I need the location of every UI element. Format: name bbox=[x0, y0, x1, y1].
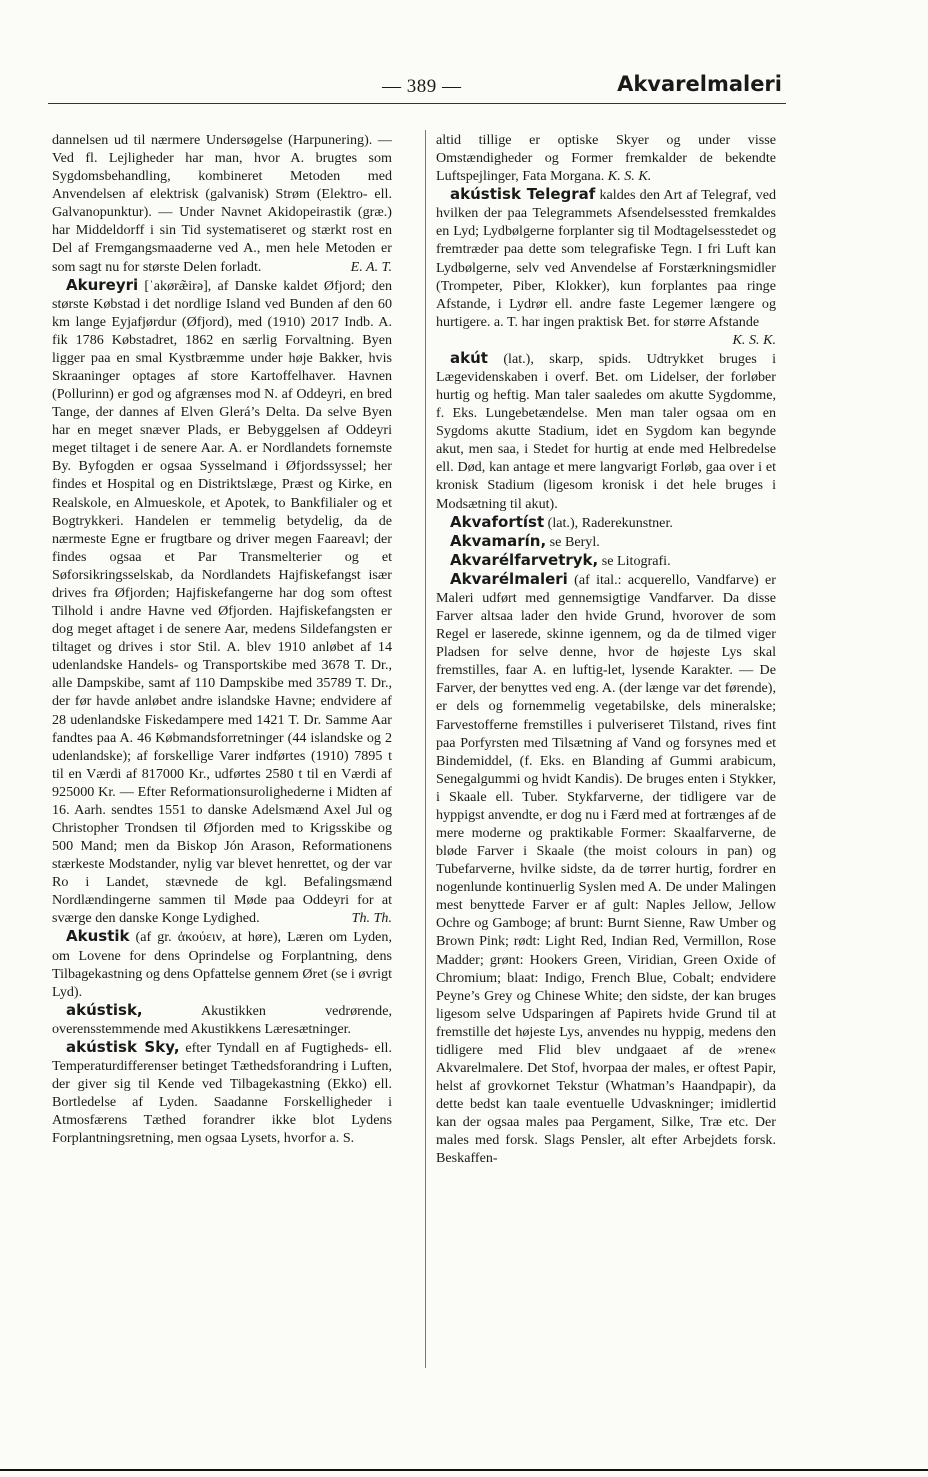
entry-text: Akustikken vedrørende, overensstemmende med Akustikkens Læresætninger. bbox=[52, 1002, 392, 1037]
entry-text: [ˈakøræ̃irə], af Danske kaldet Øfjord; den største Købstad i det nordlige Island ved Bunden af den 60 km lange Eyjafjørdur (Øfjord), med (1910) 2017 Indb. A. fik 1786 Købstadret, 1862 en særlig Forvaltning. Byen ligger paa en smal Kystbræmme under høje Bakker, hvis Skraaninger optages af store Kartoffelhaver. Havnen (Pollurinn) er god og afgrænses mod N. af Oddeyri, en bred Tange, der dannes af Elven Glerá’s Delta. Da selve Byen har en meget snæver Plads, er Bebyggelsen af Oddeyri meget tiltaget i de senere Aar. A. er Nordlandets fornemste By. Byfogden er ogsaa Sysselmand i Øfjordssyssel; her findes et Hospital og en Distriktslæge, Præst og Kirke, en Realskole, en Almueskole, et Apotek, to Bankfilialer og et Bogtrykkeri. Handelen er temmelig betydelig, da de nærmeste Egne er frugtbare og driver megen Faareavl; der findes ogsaa et Par Transmelterier og et Søforsikringsselskab, da Nordlandets Hajfiskefangst især drives fra Øfjorden; Hajfiskefangerne har dog som oftest Tilhold i andre Havne ved Øfjorden. Hajfiskefangsten er dog meget aftaget i de senere Aar, medens Sildefangsten er tiltaget og drives i stor Stil. A. blev 1910 anløbet af 14 udenlandske Handels- og Transportskibe med 3678 T. Dr., alle Dampskibe, samt af 110 Dampskibe med 35789 T. Dr., der før havde anløbet andre islandske Havne; endvidere af 28 udenlandske Fiskedampere med 1421 T. Dr. Samme Aar fandtes paa A. 46 Købmandsforretninger (44 islandske og 2 udenlandske); af forskellige Varer indførtes (1910) 7895 t til en Værdi af 817000 Kr., udførtes 2580 t til en Værdi af 925000 Kr. — Efter Reformationsurolighederne i Midten af 16. Aarh. sendtes 1551 to danske Adelsmænd Axel Jul og Christopher Trondsen til Øfjorden med to Krigsskibe og 500 Mand; men da Biskop Jón Arason, Reformationens stærkeste Modstander, nylig var blevet henrettet, og der var Ro i Landet, stævnede de kgl. Befalingsmænd Nordlændingerne sammen til Møde paa Oddeyri for at sværge den danske Konge Lydighed. bbox=[52, 277, 392, 927]
entry-headword: Akureyri bbox=[66, 275, 139, 294]
entry-headword: Akvamarín, bbox=[450, 531, 547, 550]
entry-text: (af ital.: acquerello, Vandfarve) er Maleri udført med gennemsigtige Vandfarver. Da disse Farver altsaa lader den hvide Grund, hvorover de som Regel er laserede, skinne igennem, og da de tilmed viger Pladsen for selve denne, hvor de højeste Lys skal fremstilles, faar A. en luftig-let, lysende Karakter. — De Farver, der benyttes ved eng. A. (der længe var det førende), er dels og fornemmelig vegetabilske, dels mineralske; Farvestofferne fremstilles i pulveriseret Tilstand, rives fint paa Porfyrsten med Tilsætning af Vand og forsynes med et Bindemiddel, (f. Eks. en Blanding af Gummi arabicum, Senegalgummi og hvidt Kandis). De bruges enten i Stykker, i Skaale ell. Tuber. Stykfarverne, der tidligere var de hyppigst anvendte, er dog nu i Færd med at fortrænges af de mere moderne og praktikable Former: Skaalfarverne, de bløde Farver i Skaale (the moist colours in pan) og Tubefarverne, hvilke sidste, da de tørrer hurtig, fordrer en nogenlunde kontinuerlig Syslen med A. De under Malingen mest benyttede Farver er af gult: Naples Jellow, Jellow Ochre og Gamboge; af brunt: Burnt Sienne, Raw Umber og Brown Pink; rødt: Light Red, Indian Red, Vermillon, Rose Madder; grønt: Hookers Green, Viridian, Green Oxide of Chromium; blaat: Indigo, French Blue, Cobalt; endvidere Peyne’s Grey og Chinese White; den sidste, der kan bruges ligesom selve Udsparingen af Papirets hvide Grund til at fremstille det højeste Lys, anvendes nu hyppig, medens den tidligere med Flid blev undgaaet af de »rene« Akvarelmalere. Det Stof, hvorpaa der males, er oftest Papir, helst af grovkornet Tekstur (Whatman’s Haandpapir), da dette bedst kan taale eventuelle Udvaskninger; imidlertid kan der ogsaa males paa Pergament, Silke, Træ etc. Der males med forsk. Slags Pensler, alt efter Arbejdets forsk. Beskaffen- bbox=[436, 571, 776, 1167]
entry-continued bbox=[52, 131, 392, 276]
entry-text: se Beryl. bbox=[546, 533, 600, 550]
entry-akureyri bbox=[52, 276, 392, 928]
entry-akvarelmaleri bbox=[436, 570, 776, 1168]
entry-signature: E. A. T. bbox=[350, 258, 392, 275]
running-head: Akvarelmaleri bbox=[617, 72, 782, 96]
right-column bbox=[436, 131, 776, 1381]
entry-akustisk-sky bbox=[52, 1038, 392, 1147]
left-column bbox=[52, 131, 392, 1381]
entry-akustik bbox=[52, 927, 392, 1000]
entry-text: (lat.), Raderekunstner. bbox=[544, 514, 673, 531]
entry-text: altid tillige er optiske Skyer og under visse Omstændigheder og Former fremkalder de bekendte Luftspejlinger, Fata Morgana. bbox=[436, 132, 776, 185]
header-rule bbox=[48, 103, 786, 104]
entry-text: (af gr. ἀκούειν, at høre), Læren om Lyden, om Lovene for dens Oprindelse og Forplantning, dens Tilbagekastning og dens Opfattelse gennem Øret (se i øvrigt Lyd). bbox=[52, 929, 393, 1000]
entry-text: dannelsen ud til nærmere Undersøgelse (Harpunering). — Ved fl. Lejligheder har man, hvor A. brugtes som Sygdomsbehandling, kombineret Metoden med Anvendelsen af elektrisk (galvanisk) Strøm (Elektro- ell. Galvanopunktur). — Under Navnet Akidopeirastik (græ.) har Middeldorff i sin Tid systematiseret og stærkt rost en Del af Fremgangsmaaderne ved A., men hele Metoden er som sagt nu for største Delen forladt. bbox=[52, 132, 392, 275]
entry-text: se Litografi. bbox=[598, 552, 671, 569]
entry-headword: akút bbox=[450, 348, 488, 367]
entry-headword: Akvafortíst bbox=[450, 512, 545, 531]
entry-akustisk bbox=[52, 1001, 392, 1038]
entry-headword: akústisk, bbox=[66, 1000, 143, 1019]
entry-continued bbox=[436, 131, 776, 185]
entry-headword: Akvarélfarvetryk, bbox=[450, 550, 599, 569]
entry-headword: Akvarélmaleri bbox=[450, 569, 568, 588]
entry-headword: akústisk Sky, bbox=[66, 1037, 180, 1056]
entry-text: kaldes den Art af Telegraf, ved hvilken der paa Telegrammets Afsendelsessted fremkaldes en Lyd; Lydbølgerne forplanter sig til Modtagelsesstedet og fremtræder paa dette som telegrafiske Tegn. I fri Luft kan Lydbølgerne, selv ved Anvendelse af Forstærkningsmidler (Trompeter, Piber, Klokker), kun forplantes paa ringe Afstande, i Lydrør ell. andre faste Legemer længere og hurtigere. a. T. har ingen praktisk Bet. for større Afstande bbox=[436, 187, 777, 330]
entry-text: (lat.), skarp, spids. Udtrykket bruges i Lægevidenskaben i overf. Bet. om Lidelser, der forløber hurtig og heftig. Man taler saaledes om akutte Sygdomme, f. Eks. Lungebetændelse. Men man taler ogsaa om en Sygdoms akutte Stadium, idet en Sygdom kan begynde akut, men saa, i Stedet for hurtig at ende med Helbredelse ell. Død, kan antage et mere langvarigt Forløb, gaa over i et kronisk Stadium (ligesom kronisk i det hele bruges i Modsætning til akut). bbox=[436, 350, 776, 512]
entry-text: efter Tyndall en af Fugtigheds- ell. Temperaturdifferenser betinget Tæthedsforandring i Luften, der giver sig til Kende ved Tilbagekastning (Ekko) ell. Bortledelse af Lyden. Saadanne Forskelligheder i Atmosfærens Tæthed forandrer ikke blot Lydens Forplantningsretning, men ogsaa Lysets, hvorfor a. S. bbox=[52, 1039, 392, 1147]
entry-headword: Akustik bbox=[66, 927, 130, 946]
page-number: — 389 — bbox=[382, 76, 462, 97]
page-header bbox=[52, 72, 782, 102]
column-divider bbox=[425, 130, 426, 1368]
entry-akvarelfarvetryk bbox=[436, 551, 776, 570]
entry-akvafortist bbox=[436, 513, 776, 532]
entry-signature: K. S. K. bbox=[607, 168, 652, 185]
entry-akvamarin bbox=[436, 532, 776, 551]
entry-akut bbox=[436, 349, 776, 513]
page-bottom-edge bbox=[0, 1469, 928, 1471]
entry-headword: akústisk Telegraf bbox=[450, 185, 596, 204]
entry-akustisk-telegraf bbox=[436, 185, 776, 331]
entry-signature: K. S. K. bbox=[732, 331, 776, 348]
entry-signature: Th. Th. bbox=[351, 910, 392, 927]
